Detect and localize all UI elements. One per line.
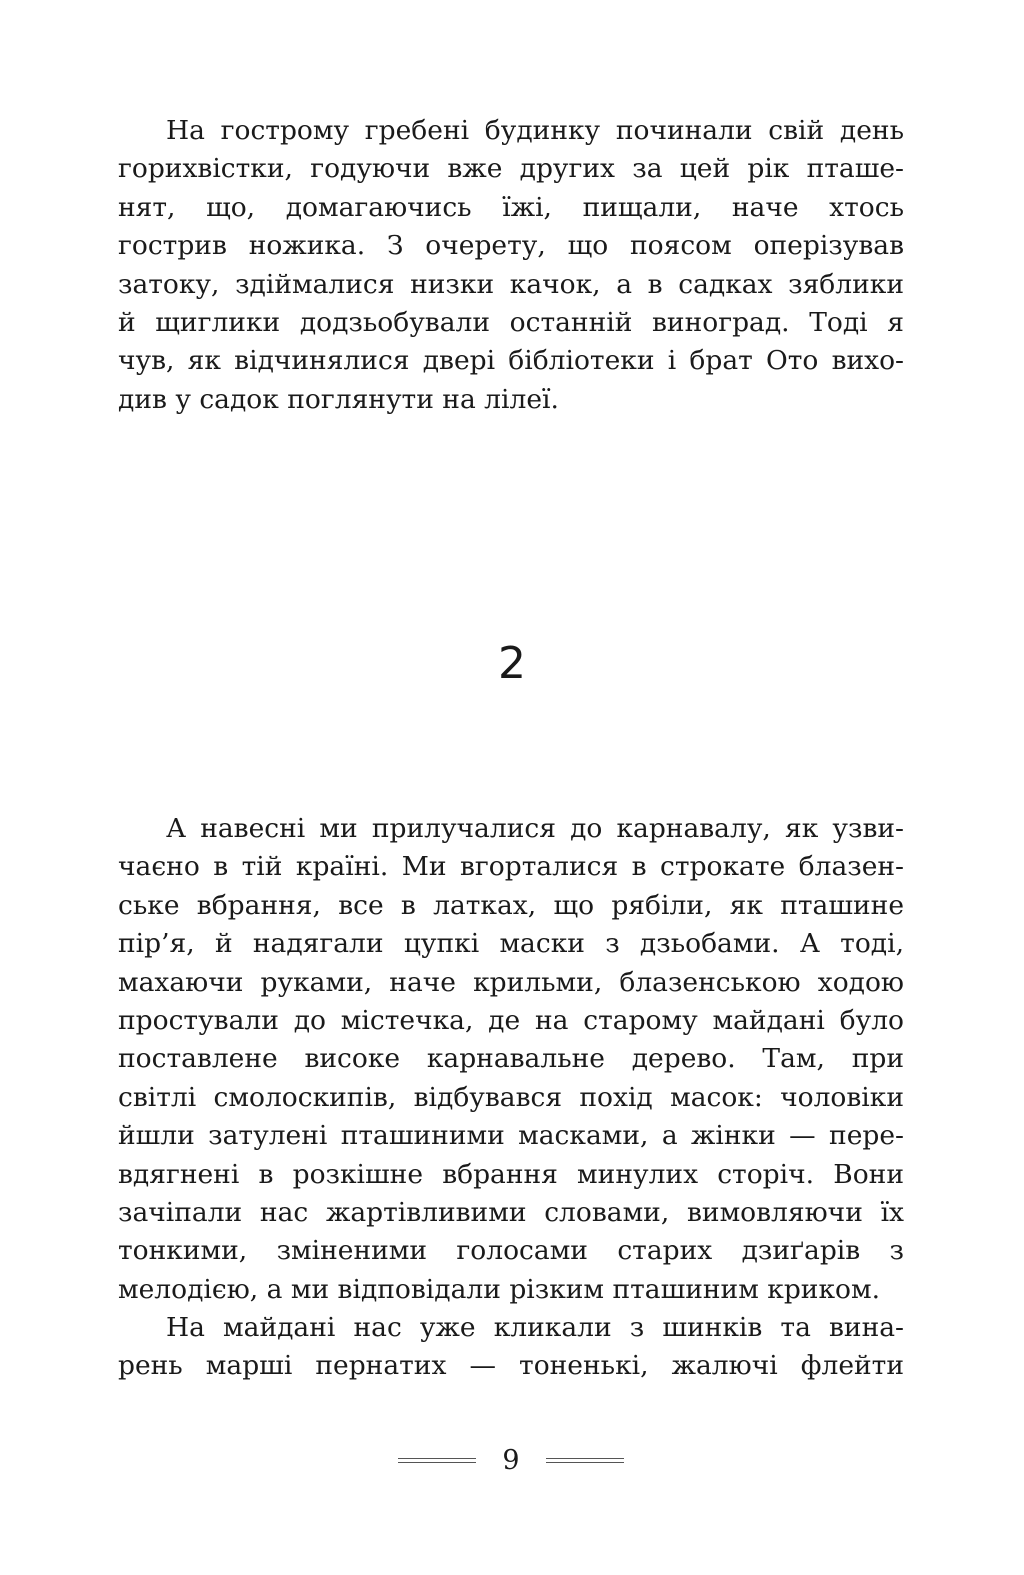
footer-rule-right [546,1458,624,1463]
paragraph-line: вдягнені в розкішне вбрання минулих сторіч. Вони [118,1158,904,1190]
paragraph-line: А навесні ми прилучалися до карнавалу, як узви- [166,813,904,844]
paragraph-line: зачіпали нас жартівливими словами, вимовляючи їх [118,1196,904,1228]
paragraph-line: гострив ножика. З очерету, що поясом оперізував [118,230,904,262]
paragraph-line: затоку, здіймалися низки качок, а в садках зяблики [118,268,904,300]
paragraph-line: див у садок поглянути на лілеї. [118,383,559,415]
paragraph-line: горихвістки, годуючи вже других за цей рік пташе- [118,153,904,185]
chapter-number: 2 [498,638,526,689]
paragraph-3-line: На майдані нас уже кликали з шинків та винa- [166,1312,904,1344]
paragraph-line: чув, як відчинялися двері бібліотеки і брат Ото вихо- [118,345,904,377]
paragraph-3-line: рень марші пернатих — тоненькі, жалючі флейти [118,1350,904,1382]
paragraph-line: махаючи руками, наче крильми, блазенською ходою [118,966,904,998]
paragraph-line: простували до містечка, де на старому майдані було [118,1004,904,1036]
paragraph-line: тонкими, зміненими голосами старих дзиґарів з [118,1235,904,1267]
paragraph-line: мелодією, а ми відповідали різким пташиним криком. [118,1273,880,1305]
paragraph-line: світлі смолоскипів, відбувався похід масок: чоловіки [118,1081,904,1113]
paragraph-line: На гострому гребені будинку починали свій день [166,115,904,146]
paragraph-line: поставлене високе карнавальне дерево. Там, при [118,1043,904,1075]
paragraph-1 [118,112,904,419]
footer-rule-left [398,1458,476,1463]
paragraph-line: пір’я, й надягали цупкі маски з дзьобами. А тоді, [118,928,904,960]
paragraph-line: й щиглики додзьобували останній виноград. Тоді я [118,306,904,338]
paragraph-line: нят, що, домагаючись їжі, пищали, наче хтось [118,191,904,223]
page-number: 9 [502,1445,520,1476]
page-footer [0,1442,1024,1482]
paragraph-line: йшли затулені пташиними масками, а жінки — пере- [118,1120,904,1152]
paragraph-2 [118,810,904,1386]
paragraph-line: ське вбрання, все в латках, що рябіли, як пташине [118,889,904,921]
paragraph-line: чаєно в тій країні. Ми вгорталися в строкате блазен- [118,851,904,883]
